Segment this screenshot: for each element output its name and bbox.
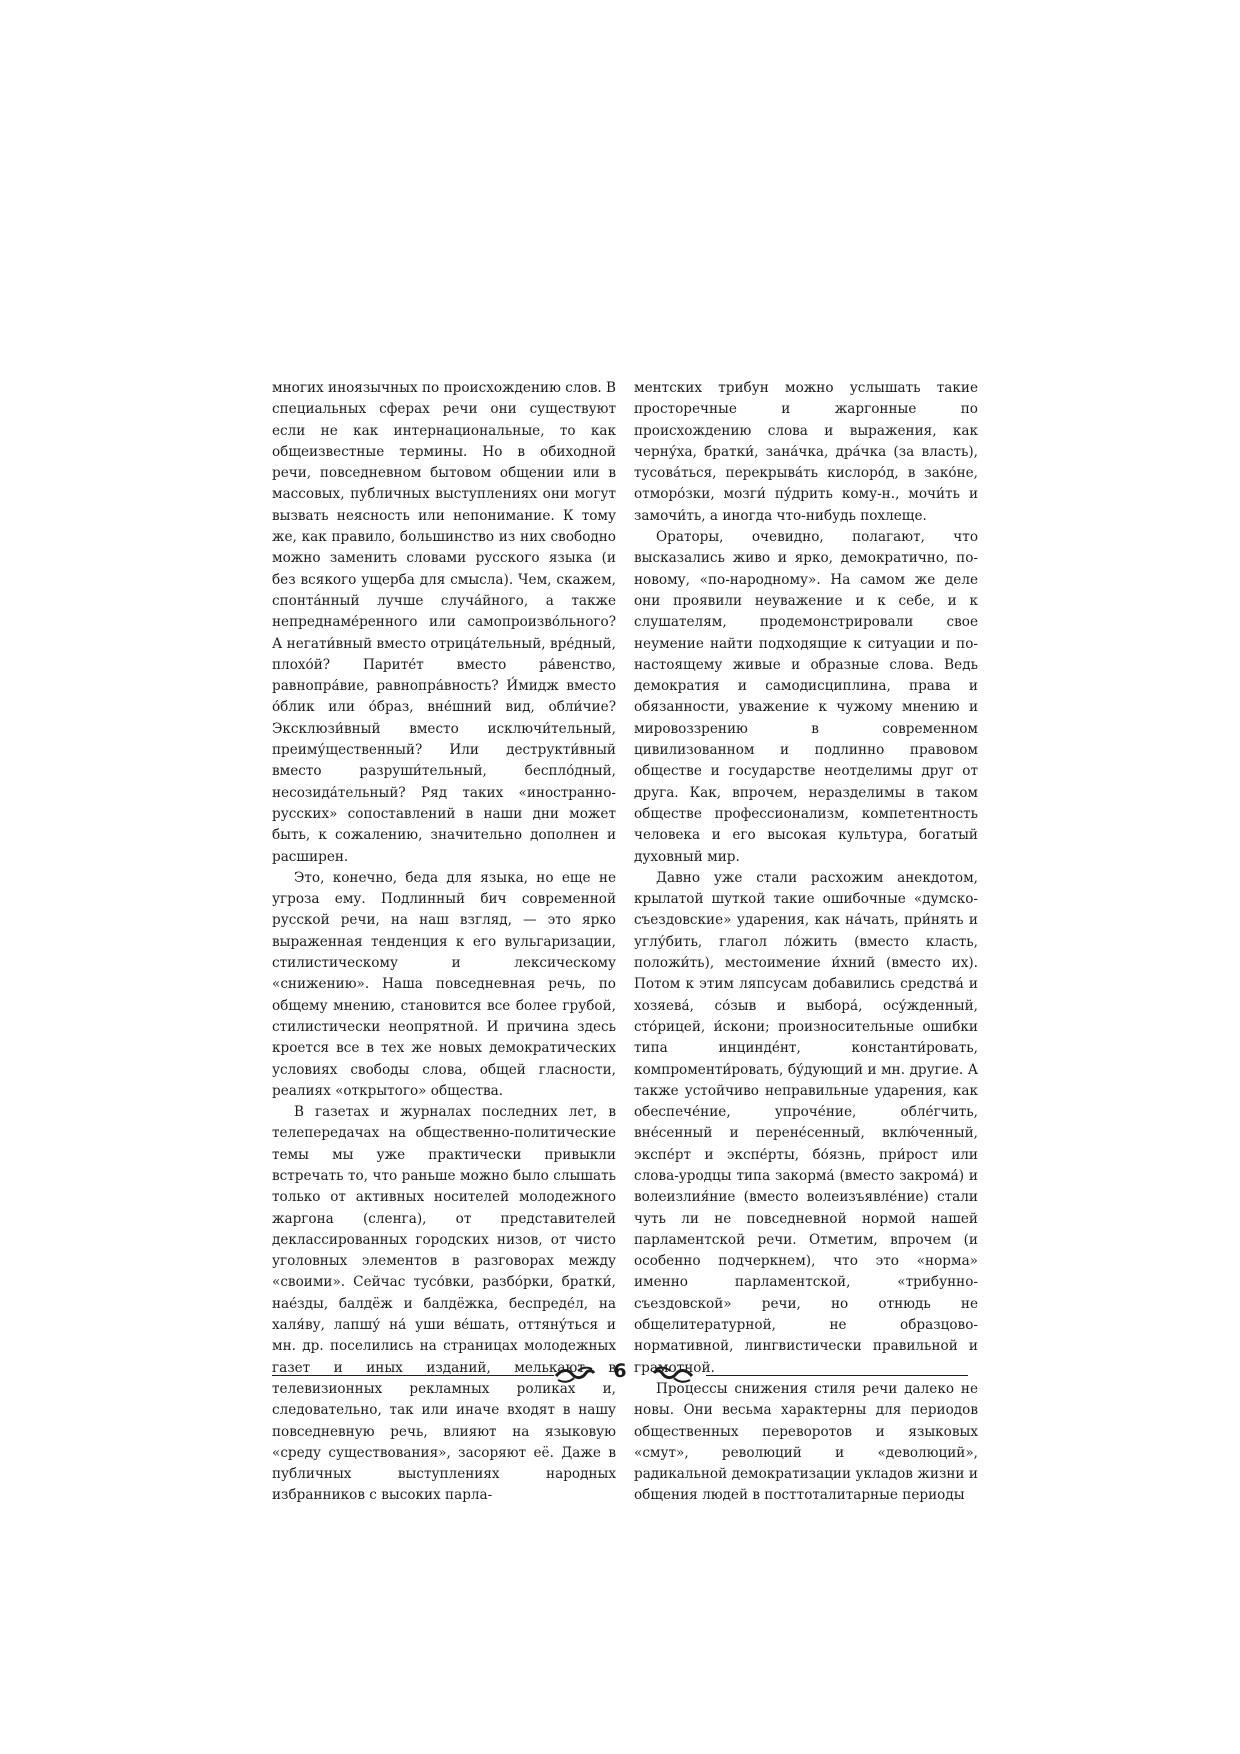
ornament-swirl-right-icon (652, 1365, 694, 1391)
ornament-swirl-left-icon (554, 1365, 596, 1391)
paragraph: ментских трибун можно услышать такие просторечные и жаргонные по происхождению слова и выражения, как черну́ха, братки́, зана́чка, дра́чка (за власть), тусова́ться, перекрыва́ть кислоро́д, в зако́не, отморо́зки, мозги́ пу́дрить кому-н., мочи́ть и замочи́ть, а иногда что-нибудь похлеще. (634, 380, 978, 524)
page-number: 6 (613, 1360, 627, 1382)
paragraph: Процессы снижения стиля речи далеко не новы. Они весьма характерны для периодов общественных переворотов и языковых «смут», революций и «деволюций», радикальной демократизации укладов жизни и общения людей в посттоталитарные периоды (634, 1380, 978, 1504)
paragraph: В газетах и журналах последних лет, в телепередачах на общественно-политические темы мы уже практически привыкли встречать то, что раньше можно было слышать только от активных носителей молодежного жаргона (сленга), от представителей деклассированных городских низов, от чисто уголовных элементов в разговорах между «своими». Сейчас тусо́вки, разбо́рки, братки́, нае́зды, балдёж и балдёжка, беспреде́л, на халя́ву, лапшу́ на́ уши ве́шать, оттяну́ться и мн. др. поселились на страницах молодежных газет и иных изданий, мелькают в телевизионных рекламных роликах и, следовательно, так или иначе входят в нашу повседневную речь, влияют на языковую «среду существования», засоряют её. Даже в публичных выступлениях народных избранников с высоких парла- (272, 1104, 616, 1504)
paragraph: Ораторы, очевидно, полагают, что высказались живо и ярко, демократично, по-новому, «по-народному». На самом же деле они проявили неуважение и к себе, и к слушателям, продемонстрировали свое неумение найти подходящие к ситуации и по-настоящему живые и образные слова. Ведь демократия и самодисциплина, права и обязанности, уважение к чужому мнению и мировоззрению в современном цивилизованном и подлинно правовом обществе и государстве неотделимы друг от друга. Как, впрочем, неразделимы в таком обществе профессионализм, компетентность человека и его высокая культура, богатый духовный мир. (634, 529, 978, 865)
paragraph: Давно уже стали расхожим анекдотом, крылатой шуткой такие ошибочные «думско-съездовские» ударения, как на́чать, при́нять и углу́бить, глагол ло́жить (вместо класть, положи́ть), местоимение и́хний (вместо их). Потом к этим ляпсусам добавились средства́ и хозяева́, со́зыв и выбора́, осу́жденный, сто́рицей, и́скони; произносительные ошибки типа инциндéнт, константи́ровать, компроменти́ровать, бу́дующий и мн. другие. А также устойчиво неправильные ударения, как обеспече́ние, упроче́ние, обле́гчить, вне́сенный и перене́сенный, вклю́ченный, экспе́рт и экспе́рты, бо́язнь, при́рост или слова-уродцы типа закорма́ (вместо закрома́) и волеизлия́ние (вместо волеизъявле́ние) стали чуть ли не повседневной нормой нашей парламентской речи. Отметим, впрочем (и особенно подчеркнем), что это «норма» именно парламентской, «трибунно-съездовской» речи, но отнюдь не общелитературной, не образцово-нормативной, лингвистически правильной и грамотной. (634, 869, 978, 1376)
paragraph: Это, конечно, беда для языка, но еще не угроза ему. Подлинный бич современной русской речи, на наш взгляд, — это ярко выраженная тенденция к его вульгаризации, стилистическому и лексическому «снижению». Наша повседневная речь, по общему мнению, становится все более грубой, стилистически неопрятной. И причина здесь кроется все в тех же новых демократических условиях свободы слова, общей гласности, реалиях «открытого» общества. (272, 869, 616, 1099)
footer-rule-right (706, 1375, 968, 1376)
paragraph: многих иноязычных по происхождению слов. В специальных сферах речи они существуют если не как интернациональные, то как общеизвестные термины. Но в обиходной речи, повседневном бытовом общении или в массовых, публичных выступлениях они могут вызвать неясность или непонимание. К тому же, как правило, большинство из них свободно можно заменить словами русского языка (и без всякого ущерба для смысла). Чем, скажем, спонта́нный лучше случа́йного, а также непреднаме́ренного или самопроизво́льного? А негати́вный вместо отрица́тельный, вре́дный, плохо́й? Парите́т вместо ра́венство, равнопра́вие, равнопра́вность? И́мидж вместо о́блик или о́браз, вне́шний вид, обли́чие? Эксклюзи́вный вместо исключи́тельный, преиму́щественный? Или деструкти́вный вместо разруши́тельный, беспло́дный, несозида́тельный? Ряд таких «иностранно-русских» сопоставлений в наши дни может быть, к сожалению, значительно дополнен и расширен. (272, 380, 616, 865)
left-text-column (272, 378, 616, 1507)
right-text-column (634, 378, 978, 1507)
footer-rule-left (272, 1375, 554, 1376)
